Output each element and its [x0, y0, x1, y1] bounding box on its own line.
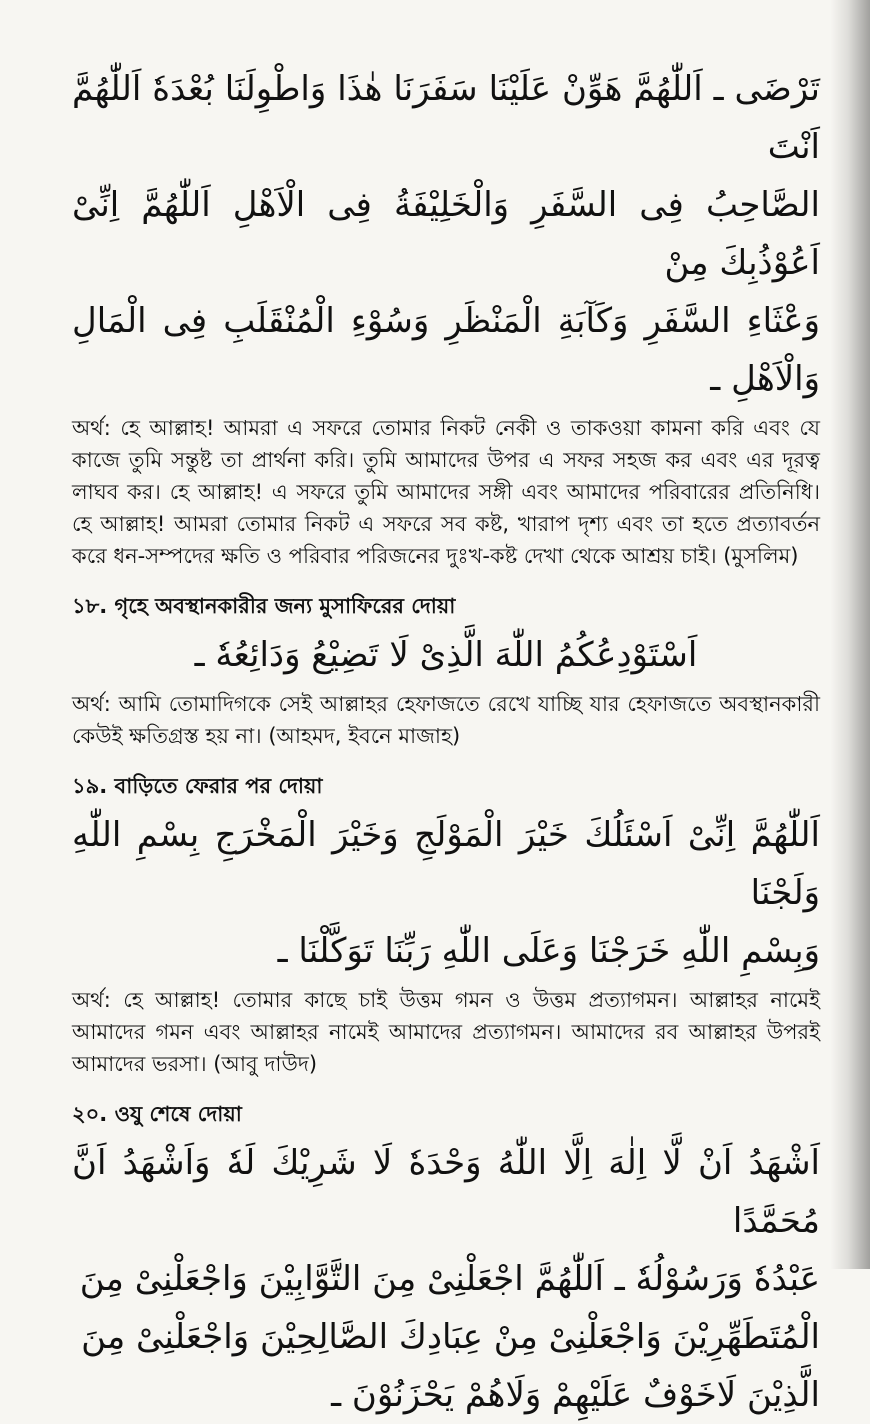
- arabic-dua-line: عَبْدُهٗ وَرَسُوْلُهٗ ـ اَللّٰهُمَّ اجْعَلْنِىْ مِنَ التَّوَّابِيْنَ وَاجْعَلْنِىْ مِنَ: [79, 1259, 820, 1299]
- arabic-dua-line: الَّذِيْنَ لَاخَوْفٌ عَلَيْهِمْ وَلَاهُمْ يَحْزَنُوْنَ ـ: [331, 1375, 820, 1415]
- arabic-dua-line: وَعْثَاءِ السَّفَرِ وَكَآبَةِ الْمَنْظَرِ وَسُوْءِ الْمُنْقَلَبِ فِى الْمَالِ وَالْاَهْلِ ـ: [72, 301, 820, 399]
- dua-meaning: অর্থ: হে আল্লাহ! আমরা এ সফরে তোমার নিকট নেকী ও তাকওয়া কামনা করি এবং যে কাজে তুমি সন্তুষ্ট তা প্রার্থনা করি। তুমি আমাদের উপর এ সফর সহজ কর এবং এর দূরত্ব লাঘব কর। হে আল্লাহ! এ সফরে তুমি আমাদের সঙ্গী এবং আমাদের পরিবারের প্রতিনিধি। হে আল্লাহ! আমরা তোমার নিকট এ সফরে সব কষ্ট, খারাপ দৃশ্য এবং তা হতে প্রত্যাবর্তন করে ধন-সম্পদের ক্ষতি ও পরিবার পরিজনের দুঃখ-কষ্ট দেখা থেকে আশ্রয় চাই। (মুসলিম): [72, 416, 820, 568]
- section-17-continuation: [72, 60, 820, 572]
- section-heading: ২০. ওযু শেষে দোয়া: [72, 1102, 242, 1126]
- section-18: [72, 590, 820, 752]
- arabic-dua-line: وَبِسْمِ اللّٰهِ خَرَجْنَا وَعَلَى اللّٰهِ رَبِّنَا تَوَكَّلْنَا ـ: [277, 931, 820, 971]
- arabic-dua-line: الصَّاحِبُ فِى السَّفَرِ وَالْخَلِيْفَةُ فِى الْاَهْلِ اَللّٰهُمَّ اِنِّىْ اَعُوْذُبِكَ مِنْ: [72, 185, 820, 283]
- page-content: [72, 60, 820, 1424]
- arabic-dua-line: اَشْهَدُ اَنْ لَّا اِلٰهَ اِلَّا اللّٰهُ وَحْدَهٗ لَا شَرِيْكَ لَهٗ وَاَشْهَدُ اَنَّ مُحَمَّدًا: [72, 1143, 820, 1241]
- section-heading: ১৮. গৃহে অবস্থানকারীর জন্য মুসাফিরের দোয়া: [72, 594, 456, 618]
- dua-meaning: অর্থ: হে আল্লাহ! তোমার কাছে চাই উত্তম গমন ও উত্তম প্রত্যাগমন। আল্লাহর নামেই আমাদের গমন এবং আল্লাহর নামেই আমাদের প্রত্যাগমন। আমাদের রব আল্লাহর উপরই আমাদের ভরসা। (আবু দাউদ): [72, 988, 820, 1076]
- dua-meaning: অর্থ: আমি তোমাদিগকে সেই আল্লাহর হেফাজতে রেখে যাচ্ছি যার হেফাজতে অবস্থানকারী কেউই ক্ষতিগ্রস্ত হয় না। (আহমদ, ইবনে মাজাহ): [72, 692, 820, 748]
- section-19: [72, 770, 820, 1080]
- section-20: [72, 1098, 820, 1424]
- section-heading: ১৯. বাড়িতে ফেরার পর দোয়া: [72, 774, 323, 798]
- page-edge-shadow: [830, 0, 870, 1269]
- arabic-dua-line: تَرْضَى ـ اَللّٰهُمَّ هَوِّنْ عَلَيْنَا سَفَرَنَا هٰذَا وَاطْوِلَنَا بُعْدَهٗ اَللّٰهُمَّ اَنْتَ: [72, 69, 820, 167]
- arabic-dua-line: اَللّٰهُمَّ اِنِّىْ اَسْئَلُكَ خَيْرَ الْمَوْلَجِ وَخَيْرَ الْمَخْرَجِ بِسْمِ اللّٰهِ وَلَجْنَا: [72, 815, 820, 913]
- arabic-dua-line: اَسْتَوْدِعُكُمُ اللّٰهَ الَّذِىْ لَا تَضِيْعُ وَدَائِعُهٗ ـ: [194, 635, 698, 675]
- arabic-dua-line: الْمُتَطَهِّرِيْنَ وَاجْعَلْنِىْ مِنْ عِبَادِكَ الصَّالِحِيْنَ وَاجْعَلْنِىْ مِنَ: [81, 1317, 820, 1357]
